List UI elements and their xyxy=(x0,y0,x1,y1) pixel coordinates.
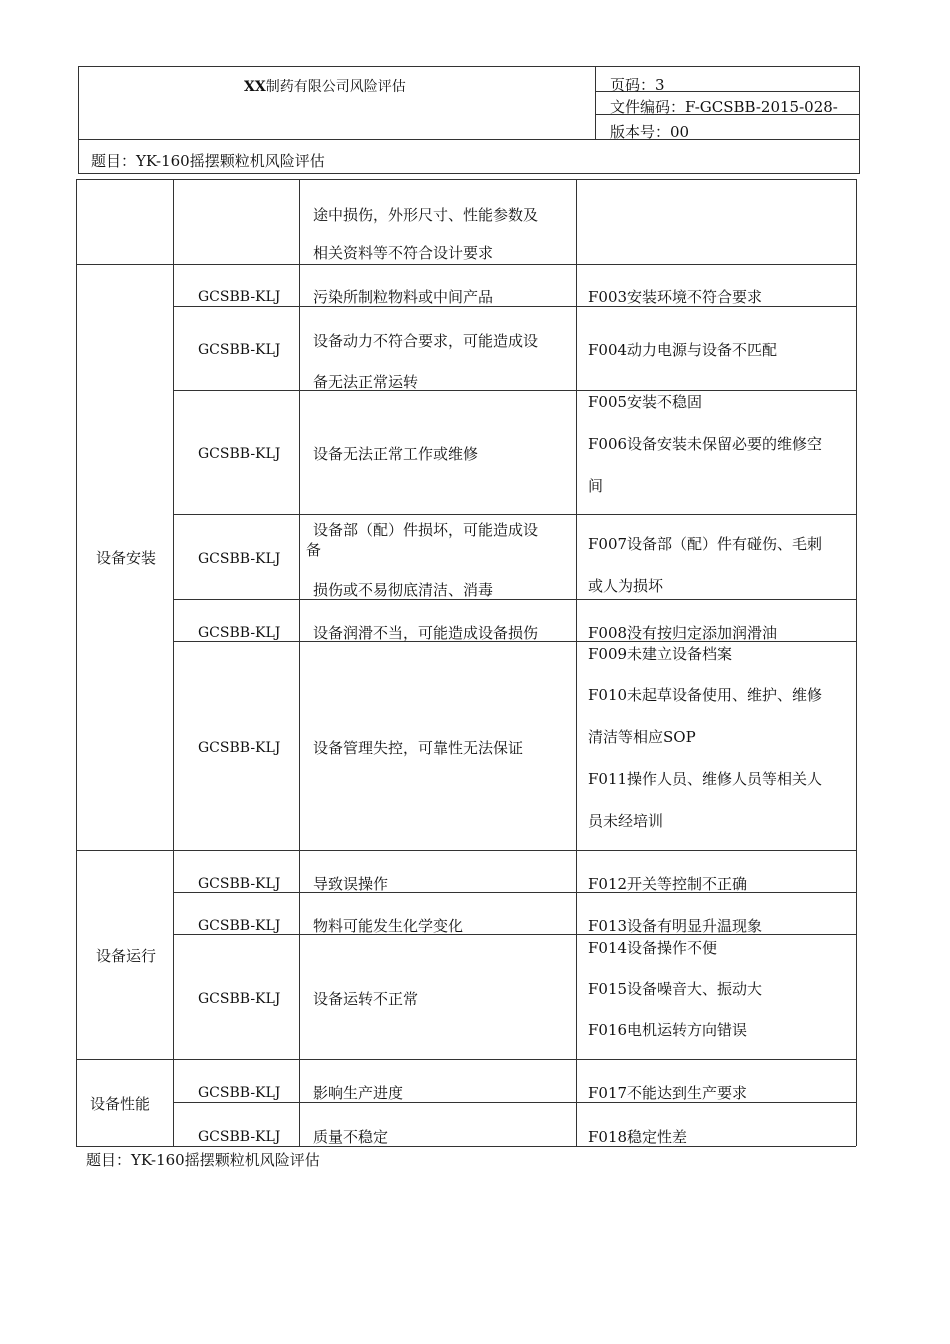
row-code: GCSBB-KLJ xyxy=(198,342,281,358)
table-row-divider xyxy=(173,306,856,307)
risk-description: 设备管理失控，可靠性无法保证 xyxy=(313,739,524,757)
table-row-divider xyxy=(76,1059,856,1060)
risk-cause: 清洁等相应SOP xyxy=(588,728,696,746)
category-label: 设备性能 xyxy=(90,1095,151,1113)
subject-title: 题目：YK-160摇摆颗粒机风险评估 xyxy=(91,152,325,170)
risk-description: 设备润滑不当，可能造成设备损伤 xyxy=(313,624,539,642)
table-border-bottom xyxy=(76,1146,856,1147)
table-row-divider xyxy=(173,1102,856,1103)
table-col-divider xyxy=(173,179,174,1146)
risk-cause: F003安装环境不符合要求 xyxy=(588,288,763,306)
risk-cause: F012开关等控制不正确 xyxy=(588,875,748,893)
table-col-divider xyxy=(576,179,577,1146)
table-row-divider xyxy=(76,850,856,851)
risk-cause: F018稳定性差 xyxy=(588,1128,688,1146)
row-code: GCSBB-KLJ xyxy=(198,289,281,305)
row-code: GCSBB-KLJ xyxy=(198,551,281,567)
risk-description: 备无法正常运转 xyxy=(313,373,419,391)
risk-cause: F016电机运转方向错误 xyxy=(588,1021,748,1039)
row-code: GCSBB-KLJ xyxy=(198,446,281,462)
category-label: 设备安装 xyxy=(96,549,157,567)
risk-description: 设备动力不符合要求，可能造成设 xyxy=(313,332,539,350)
risk-cause: F015设备噪音大、振动大 xyxy=(588,980,763,998)
row-code: GCSBB-KLJ xyxy=(198,991,281,1007)
version-number: 版本号：00 xyxy=(610,123,690,141)
row-code: GCSBB-KLJ xyxy=(198,1085,281,1101)
row-code: GCSBB-KLJ xyxy=(198,740,281,756)
table-border-right xyxy=(856,179,857,1146)
risk-cause: F006设备安装未保留必要的维修空 xyxy=(588,435,823,453)
risk-description: 污染所制粒物料或中间产品 xyxy=(313,288,494,306)
risk-cause: F010未起草设备使用、维护、维修 xyxy=(588,686,823,704)
row-code: GCSBB-KLJ xyxy=(198,876,281,892)
table-col-divider xyxy=(299,179,300,1146)
risk-description: 相关资料等不符合设计要求 xyxy=(313,244,494,262)
risk-cause: F013设备有明显升温现象 xyxy=(588,917,763,935)
risk-cause: 员未经培训 xyxy=(588,812,664,830)
table-row-divider xyxy=(173,599,856,600)
company-title-prefix: XX xyxy=(244,79,266,95)
risk-description: 备 xyxy=(306,541,322,559)
risk-description: 损伤或不易彻底清洁、消毒 xyxy=(313,581,494,599)
risk-cause: F011操作人员、维修人员等相关人 xyxy=(588,770,823,788)
row-code: GCSBB-KLJ xyxy=(198,918,281,934)
risk-description: 设备运转不正常 xyxy=(313,990,419,1008)
row-code: GCSBB-KLJ xyxy=(198,625,281,641)
table-row-divider xyxy=(173,390,856,391)
risk-cause: F004动力电源与设备不匹配 xyxy=(588,341,778,359)
risk-cause: F005安装不稳固 xyxy=(588,393,703,411)
risk-description: 途中损伤，外形尺寸、性能参数及 xyxy=(313,206,539,224)
risk-cause: F014设备操作不便 xyxy=(588,939,718,957)
risk-description: 物料可能发生化学变化 xyxy=(313,917,464,935)
table-row-divider xyxy=(173,514,856,515)
risk-cause: F017不能达到生产要求 xyxy=(588,1084,748,1102)
table-row-divider xyxy=(173,892,856,893)
risk-cause: F009未建立设备档案 xyxy=(588,645,733,663)
table-border-top xyxy=(76,179,856,180)
risk-cause: F008没有按归定添加润滑油 xyxy=(588,624,778,642)
risk-cause: F007设备部（配）件有碰伤、毛刺 xyxy=(588,535,823,553)
document-code: 文件编码：F-GCSBB-2015-028- xyxy=(610,98,838,116)
table-row-divider xyxy=(76,264,856,265)
row-code: GCSBB-KLJ xyxy=(198,1129,281,1145)
page-number: 页码：3 xyxy=(610,76,665,94)
company-title-rest: 制药有限公司风险评估 xyxy=(265,79,406,95)
table-border-left xyxy=(76,179,77,1146)
category-label: 设备运行 xyxy=(96,947,157,965)
risk-description: 设备部（配）件损坏，可能造成设 xyxy=(313,521,539,539)
risk-cause: 或人为损坏 xyxy=(588,577,664,595)
risk-description: 影响生产进度 xyxy=(313,1084,404,1102)
risk-description: 质量不稳定 xyxy=(313,1128,389,1146)
risk-cause: 间 xyxy=(588,477,604,495)
risk-description: 设备无法正常工作或维修 xyxy=(313,445,479,463)
risk-description: 导致误操作 xyxy=(313,875,389,893)
footer-subject: 题目：YK-160摇摆颗粒机风险评估 xyxy=(86,1151,320,1169)
